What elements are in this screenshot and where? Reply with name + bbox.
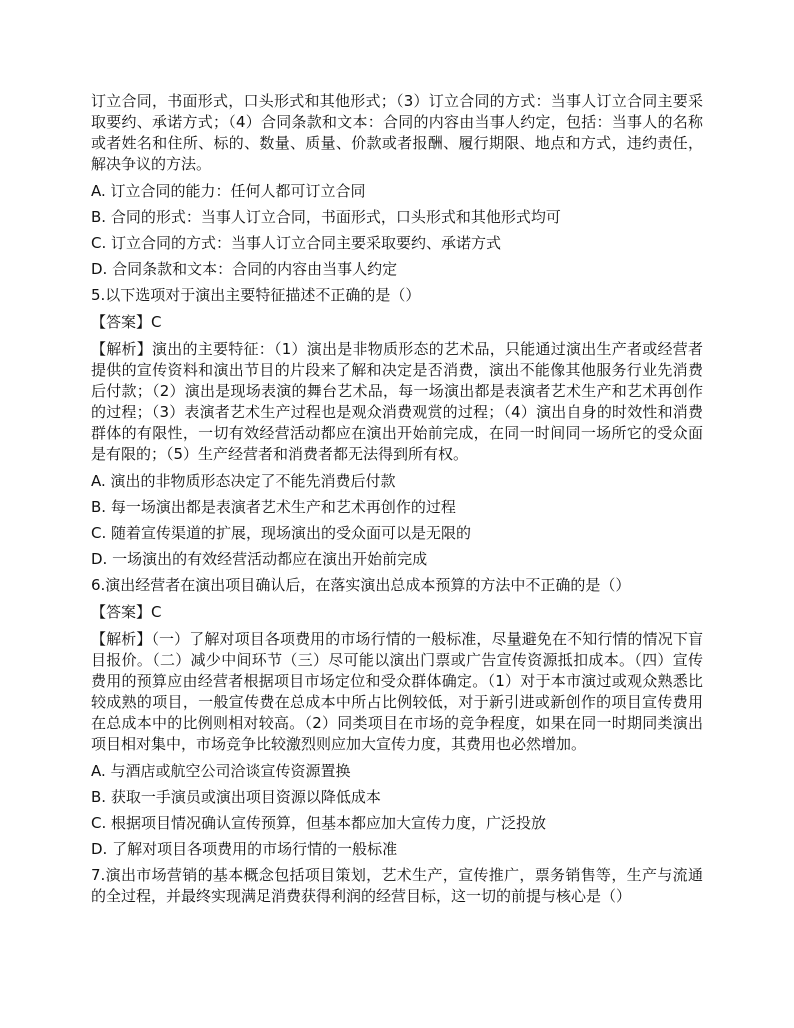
q4-options: [91, 181, 703, 280]
q7-question: 7.演出市场营销的基本概念包括项目策划，艺术生产，宣传推广，票务销售等，生产与流通的全过程，并最终实现满足消费获得利润的经营目标，这一切的前提与核心是（）: [91, 866, 703, 905]
q5-answer: 【答案】C: [91, 313, 162, 331]
q6-question: 6.演出经营者在演出项目确认后，在落实演出总成本预算的方法中不正确的是（）: [91, 576, 631, 594]
question-7: [91, 865, 703, 907]
q4-option-a: A. 订立合同的能力：任何人都可订立合同: [91, 182, 366, 200]
q6-option-b: B. 获取一手演员或演出项目资源以降低成本: [91, 788, 381, 806]
q6-option-d: D. 了解对项目各项费用的市场行情的一般标准: [91, 840, 398, 858]
q4-option-b: B. 合同的形式：当事人订立合同，书面形式，口头形式和其他形式均可: [91, 208, 561, 226]
document-page: [91, 91, 703, 913]
question-5: [91, 285, 703, 570]
q5-option-d: D. 一场演出的有效经营活动都应在演出开始前完成: [91, 550, 428, 568]
q6-option-c: C. 根据项目情况确认宣传预算，但基本都应加大宣传力度，广泛投放: [91, 814, 547, 832]
q6-option-a: A. 与酒店或航空公司洽谈宣传资源置换: [91, 762, 351, 780]
q5-option-b: B. 每一场演出都是表演者艺术生产和艺术再创作的过程: [91, 498, 456, 516]
q4-option-d: D. 合同条款和文本：合同的内容由当事人约定: [91, 260, 398, 278]
q5-option-a: A. 演出的非物质形态决定了不能先消费后付款: [91, 472, 396, 490]
q5-question: 5.以下选项对于演出主要特征描述不正确的是（）: [91, 286, 421, 304]
q5-option-c: C. 随着宣传渠道的扩展，现场演出的受众面可以是无限的: [91, 524, 472, 542]
q4-option-c: C. 订立合同的方式：当事人订立合同主要采取要约、承诺方式: [91, 234, 502, 252]
question-6: [91, 575, 703, 860]
q6-analysis: 【解析】（一）了解对项目各项费用的市场行情的一般标准，尽量避免在不知行情的情况下盲目报价。（二）减少中间环节（三）尽可能以演出门票或广告宣传资源抵扣成本。（四）宣传费用的预算应由经营者根据项目市场定位和受众群体确定。（1）对于本市演过或观众熟悉比较成熟的项目，一般宣传费在总成本中所占比例较低，对于新引进或新创作的项目宣传费用在总成本中的比例则相对较高。（2）同类项目在市场的竞争程度，如果在同一时期同类演出项目相对集中，市场竞争比较激烈则应加大宣传力度，其费用也必然增加。: [91, 630, 703, 753]
q6-answer: 【答案】C: [91, 603, 162, 621]
intro-paragraph: 订立合同，书面形式，口头形式和其他形式；（3）订立合同的方式：当事人订立合同主要采取要约、承诺方式；（4）合同条款和文本：合同的内容由当事人约定，包括：当事人的名称或者姓名和住所、标的、数量、质量、价款或者报酬、履行期限、地点和方式，违约责任，解决争议的方法。: [91, 92, 703, 173]
q5-analysis: 【解析】演出的主要特征：（1）演出是非物质形态的艺术品，只能通过演出生产者或经营者提供的宣传资料和演出节目的片段来了解和决定是否消费，演出不能像其他服务行业先消费后付款；（2）演出是现场表演的舞台艺术品，每一场演出都是表演者艺术生产和艺术再创作的过程；（3）表演者艺术生产过程也是观众消费观赏的过程；（4）演出自身的时效性和消费群体的有限性，一切有效经营活动都应在演出开始前完成，在同一时间同一场所它的受众面是有限的；（5）生产经营者和消费者都无法得到所有权。: [91, 340, 703, 463]
